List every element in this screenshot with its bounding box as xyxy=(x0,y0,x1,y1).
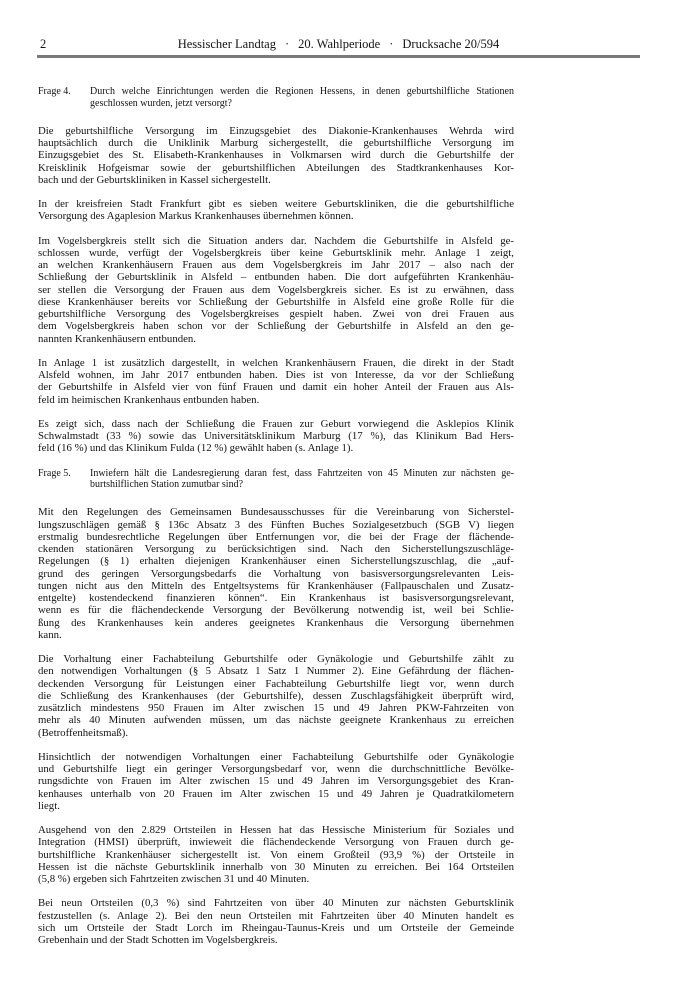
text-line: bach und der Geburtskliniken in Kassel sichergestellt. xyxy=(38,173,271,186)
paragraph xyxy=(38,751,514,812)
text-line: Es zeigt sich, dass nach der Schließung die Frauen zur Geburt vorwiegend die Asklepios Klinik xyxy=(38,417,514,430)
text-line: Hessen ist die nächste Geburtsklinik innerhalb von 30 Minuten zu erreichen. Bei 164 Ortsteilen xyxy=(38,860,514,873)
text-line: In der kreisfreien Stadt Frankfurt gibt es sieben weitere Geburtskliniken, die die geburtshilfliche xyxy=(38,198,514,211)
text-line: rungsdichte von Frauen im Alter zwischen 15 und 49 Jahren im Versorgungsgebiet des Kran- xyxy=(38,775,514,788)
text-line: Schwalmstadt (33 %) sowie das Universitätsklinikum Marburg (17 %), das Klinikum Bad Hers- xyxy=(38,430,514,443)
paragraph xyxy=(38,235,514,345)
paragraph xyxy=(38,653,514,739)
text-line: deckenden Versorgung für Leistungen einer Fachabteilung Geburtshilfe liegt vor, wenn durch xyxy=(38,677,514,690)
text-line: hauptsächlich durch die Uniklinik Marburg sichergestellt, die geburtshilfliche Versorgung im xyxy=(38,137,514,150)
question-text xyxy=(90,86,514,110)
question-label: Frage 5. xyxy=(38,467,71,479)
text-line: Integration (HMSI) überprüft, inwieweit die flächendeckende Versorgung von Frauen durch ge- xyxy=(38,836,514,849)
text-line: Mit den Regelungen des Gemeinsamen Bundesausschusses für die Vereinbarung von Sicherstel- xyxy=(38,506,514,519)
text-line: festzustellen (s. Anlage 2). Bei den neun Ortsteilen mit Fahrtzeiten über 40 Minuten handelt es xyxy=(38,909,514,922)
text-line: ser stellen die Versorgung der Frauen aus dem Vogelsbergkreis sicher. Es ist zu erwähnen, dass xyxy=(38,283,514,296)
text-line: Durch welche Einrichtungen werden die Regionen Hessens, in denen geburtshilfliche Stationen xyxy=(90,86,514,97)
text-line: Alsfeld wohnen, im Jahr 2017 entbunden haben. Dies ist von Interesse, da vor der Schließung xyxy=(38,369,514,382)
text-line: Inwiefern hält die Landesregierung daran fest, dass Fahrtzeiten von 45 Minuten zur nächsten ge- xyxy=(90,467,514,479)
header-part-drucksache: Drucksache 20/594 xyxy=(402,37,500,51)
paragraph xyxy=(38,125,514,186)
document-body xyxy=(38,86,514,958)
text-line: und Geburtshilfe liegt ein geringer Versorgungsbedarf vor, wenn die durchschnittliche Bevölke- xyxy=(38,763,514,776)
text-line: an welchen Krankenhäusern Frauen aus dem Vogelsbergkreis im Jahr 2017 – also nach der xyxy=(38,259,514,272)
text-line: nannten Krankenhäusern entbunden. xyxy=(38,332,196,345)
text-line: lungszuschlägen gemäß § 136c Absatz 3 des Fünften Buches Sozialgesetzbuch (SGB V) liegen xyxy=(38,518,514,531)
text-line: tungen nicht aus den Mitteln des Entgeltsystems für Krankenhäuser (Fallpauschalen und Zusatz- xyxy=(38,579,514,592)
text-line: ßung des Krankenhauses kein anderes geeignetes Krankenhaus die Versorgung übernehmen xyxy=(38,616,514,629)
header-title xyxy=(37,38,640,51)
text-line: Versorgung des Agaplesion Markus Krankenhauses übernehmen können. xyxy=(38,210,354,223)
text-line: entgelte) kostendeckend finanzieren können“. Ein Krankenhaus ist basisversorgungsrelevant, xyxy=(38,592,514,605)
paragraph xyxy=(38,824,514,885)
text-line: feld im heimischen Krankenhaus entbunden haben. xyxy=(38,393,260,406)
text-line: Hinsichtlich der notwendigen Vorhaltungen einer Fachabteilung Geburtshilfe oder Gynäkologie xyxy=(38,750,514,763)
text-line: sich um Ortsteile der Stadt Lorch im Rheingau-Taunus-Kreis und um Ortsteile der Gemeinde xyxy=(38,921,514,934)
text-line: Ausgehend von den 2.829 Ortsteilen in Hessen hat das Hessische Ministerium für Soziales und xyxy=(38,824,514,837)
text-line: Schließung der Geburtsklinik in Alsfeld – entbunden haben. Die dort aufgeführten Krankenhäu- xyxy=(38,271,514,284)
paragraph xyxy=(38,897,514,946)
paragraph xyxy=(38,418,514,455)
text-line: grund des geringen Versorgungsbedarfs die Vorhaltung von basisversorgungsrelevanten Leis- xyxy=(38,567,514,580)
text-line: der Geburtshilfe in Alsfeld vier von fünf Frauen und damit ein hoher Anteil der Frauen aus Als- xyxy=(38,381,514,394)
text-line: diese Krankenhäuser bereits vor Schließung der Geburtshilfe in Alsfeld eine große Rolle für die xyxy=(38,295,514,308)
header-separator-dot: · xyxy=(389,37,394,51)
text-line: Grebenhain und der Stadt Schotten im Vogelsbergkreis. xyxy=(38,934,278,947)
text-line: In Anlage 1 ist zusätzlich dargestellt, in welchen Krankenhäusern Frauen, die direkt in der Stadt xyxy=(38,356,514,369)
text-line: Kreisklinik Hofgeismar sowie der geburtshilflichen Abteilungen des Stadtkrankenhauses Kor- xyxy=(38,161,514,174)
text-line: wenn es für die flächendeckende Versorgung der Bevölkerung notwendig ist, weil bei Schlie- xyxy=(38,604,514,617)
header-part-period: 20. Wahlperiode xyxy=(298,37,381,51)
text-line: kann. xyxy=(38,628,62,641)
paragraph xyxy=(38,506,514,641)
text-line: mehr als 40 Minuten aufwenden müssen, um das nächste geeignete Krankenhaus zu erreichen xyxy=(38,714,514,727)
text-line: Die Vorhaltung einer Fachabteilung Geburtshilfe oder Gynäkologie und Geburtshilfe zählt zu xyxy=(38,653,514,666)
text-line: Regelungen (§ 1) erhalten diejenigen Krankenhäuser einen Sicherstellungszuschlag, die „auf- xyxy=(38,555,514,568)
text-line: schlossen wurde, verfügt der Vogelsbergkreis über keine Geburtsklinik mehr. Anlage 1 zeigt, xyxy=(38,246,514,259)
text-line: den notwendigen Vorhaltungen (§ 5 Absatz 1 Satz 1 Nummer 2). Eine Gefährdung der flächen- xyxy=(38,665,514,678)
text-line: Im Vogelsbergkreis stellt sich die Situation anders dar. Nachdem die Geburtshilfe in Alsfeld ge- xyxy=(38,234,514,247)
text-line: Einzugsgebiet des St. Elisabeth-Krankenhauses in Volkmarsen wird durch die Geburtshilfe der xyxy=(38,149,514,162)
question-block xyxy=(38,468,514,492)
text-line: liegt. xyxy=(38,799,60,812)
text-line: (5,8 %) ergeben sich Fahrtzeiten zwischen 31 und 40 Minuten. xyxy=(38,873,310,886)
text-line: feld (16 %) und das Klinikum Fulda (12 %) gewählt haben (s. Anlage 1). xyxy=(38,442,354,455)
text-line: kenhauses unterhalb von 20 Frauen im Alter zwischen 15 und 49 Jahren je Quadratkilometern xyxy=(38,787,514,800)
paragraph xyxy=(38,198,514,223)
header-separator-dot: · xyxy=(284,37,290,51)
text-line: erstmalig bundesrechtliche Regelungen über Entfernungen vor, die bei der Frage der flächende- xyxy=(38,530,514,543)
text-line: (Betroffenheitsmaß). xyxy=(38,726,129,739)
question-text xyxy=(90,468,514,492)
question-label: Frage 4. xyxy=(38,86,71,97)
page-number: 2 xyxy=(40,37,47,51)
text-line: dem Vogelsbergkreis haben schon vor der Schließung der Geburtshilfe in Alsfeld an den ge- xyxy=(38,320,514,333)
text-line: die Schließung des Krankenhauses (der Geburtshilfe), dessen Zuschlagsfähigkeit überprüft wird, xyxy=(38,689,514,702)
text-line: Die geburtshilfliche Versorgung im Einzugsgebiet des Diakonie-Krankenhauses Wehrda wird xyxy=(38,124,514,137)
text-line: Bei neun Ortsteilen (0,3 %) sind Fahrtzeiten von über 40 Minuten zur nächsten Geburtsklinik xyxy=(38,897,514,910)
paragraph xyxy=(38,357,514,406)
text-line: burtshilfliche Krankenhäuser sichergestellt ist. Von einem Großteil (93,9 %) der Ortsteile in xyxy=(38,848,514,861)
header-part-institution: Hessischer Landtag xyxy=(177,37,276,51)
text-line: geburtshilfliche Versorgung des Vogelsbergkreises gespielt haben. Zwei von drei Frauen aus xyxy=(38,308,514,321)
text-line: geschlossen wurden, jetzt versorgt? xyxy=(90,97,232,109)
text-line: ckenden stationären Versorgung zu berücksichtigen sind. Nach den Sicherstellungszuschläge- xyxy=(38,543,514,556)
text-line: zusätzlich mindestens 950 Frauen im Alter zwischen 15 und 49 Jahren PKW-Fahrzeiten von xyxy=(38,702,514,715)
page-header xyxy=(37,38,640,58)
question-block xyxy=(38,86,514,110)
text-line: burtshilflichen Station zumutbar sind? xyxy=(90,479,244,491)
